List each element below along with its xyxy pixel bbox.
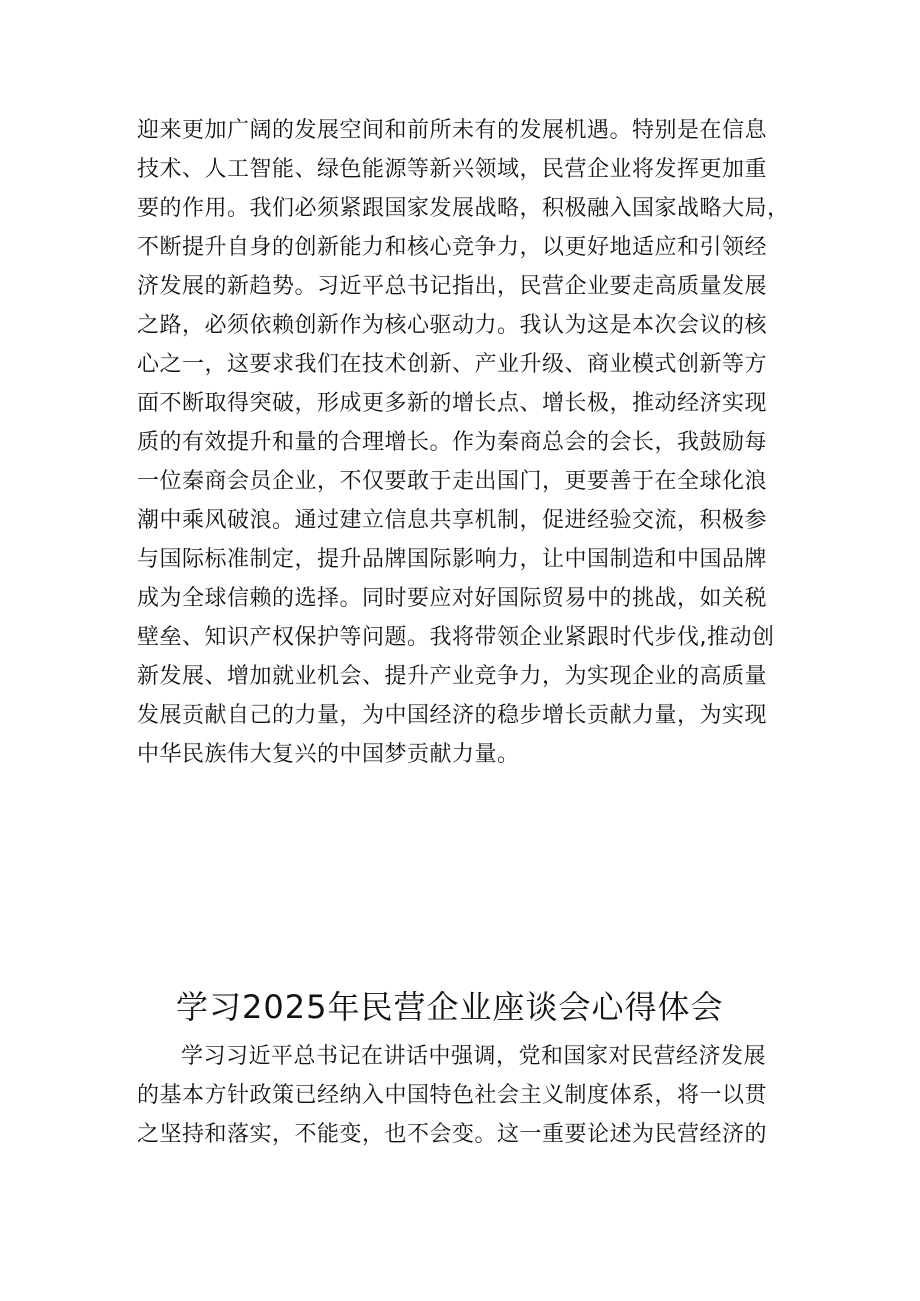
text-line: 新发展、增加就业机会、提升产业竞争力，为实现企业的高质量 — [137, 664, 768, 689]
text-line: 心之一，这要求我们在技术创新、产业升级、商业模式创新等方 — [137, 352, 768, 377]
text-line: 要的作用。我们必须紧跟国家发展战略，积极融入国家战略大局， — [137, 196, 790, 221]
text-line: 面不断取得突破，形成更多新的增长点、增长极，推动经济实现 — [137, 391, 768, 416]
text-line: 之路，必须依赖创新作为核心驱动力。我认为这是本次会议的核 — [137, 313, 768, 338]
text-line: 不断提升自身的创新能力和核心竞争力，以更好地适应和引领经 — [137, 235, 768, 260]
text-line: 一位秦商会员企业，不仅要敢于走出国门，更要善于在全球化浪 — [137, 469, 768, 494]
text-line: 的基本方针政策已经纳入中国特色社会主义制度体系，将一以贯 — [137, 1083, 768, 1108]
text-line: 发展贡献自己的力量，为中国经济的稳步增长贡献力量，为实现 — [137, 703, 768, 728]
text-line: 中华民族伟大复兴的中国梦贡献力量。 — [137, 742, 520, 767]
text-line: 壁垒、知识产权保护等问题。我将带领企业紧跟时代步伐,推动创 — [137, 625, 775, 650]
text-line: 学习习近平总书记在讲话中强调，党和国家对民营经济发展 — [181, 1044, 767, 1069]
body-paragraph-1 — [137, 111, 797, 774]
section-title: 学习2025年民营企业座谈会心得体会 — [176, 988, 724, 1026]
text-line: 技术、人工智能、绿色能源等新兴领域，民营企业将发挥更加重 — [137, 157, 768, 182]
text-line: 成为全球信赖的选择。同时要应对好国际贸易中的挑战，如关税 — [137, 586, 768, 611]
text-line: 济发展的新趋势。习近平总书记指出，民营企业要走高质量发展 — [137, 274, 768, 299]
text-line: 潮中乘风破浪。通过建立信息共享机制，促进经验交流，积极参 — [137, 508, 768, 533]
text-line: 之坚持和落实，不能变，也不会变。这一重要论述为民营经济的 — [137, 1122, 768, 1147]
text-line: 质的有效提升和量的合理增长。作为秦商总会的会长，我鼓励每 — [137, 430, 768, 455]
text-line: 迎来更加广阔的发展空间和前所未有的发展机遇。特别是在信息 — [137, 118, 768, 143]
text-line: 与国际标准制定，提升品牌国际影响力，让中国制造和中国品牌 — [137, 547, 768, 572]
body-paragraph-2 — [137, 1037, 797, 1154]
